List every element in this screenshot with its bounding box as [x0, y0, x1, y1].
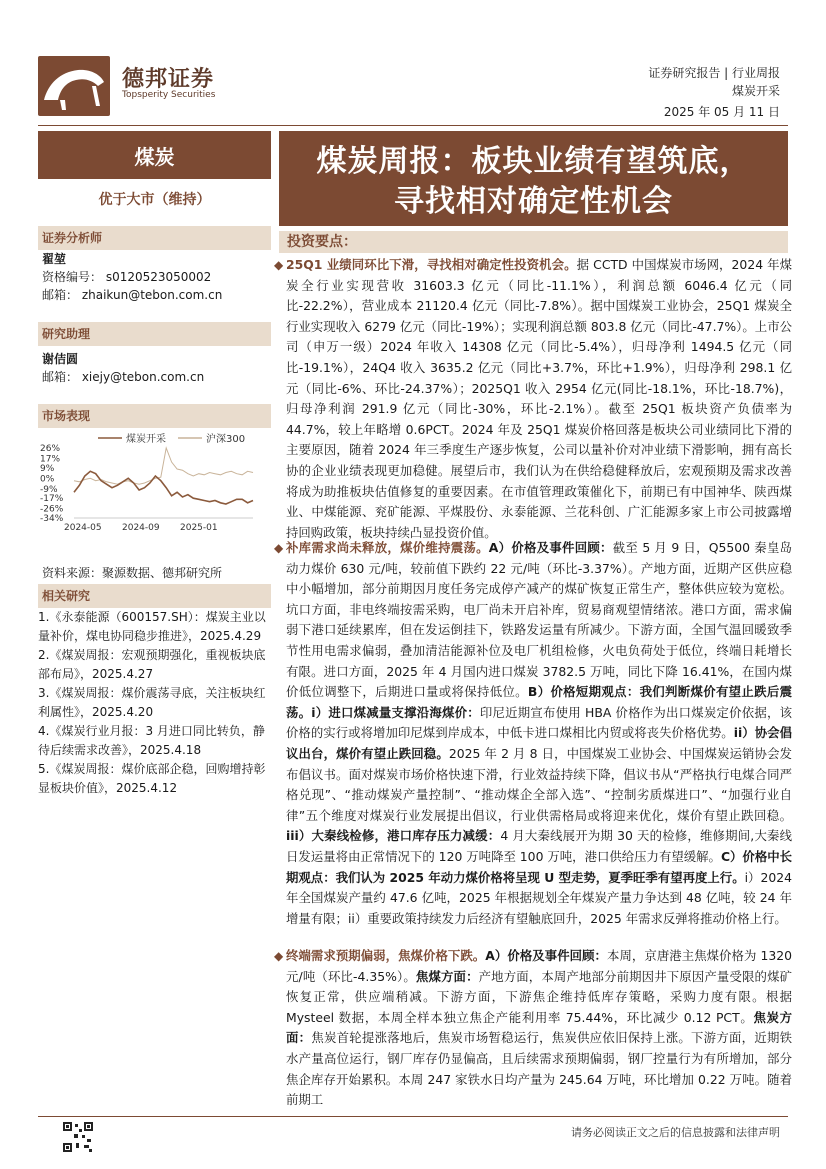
analyst-email[interactable]: 邮箱： zhaikun@tebon.com.cn: [42, 288, 223, 302]
y-tick-label: -26%: [40, 504, 64, 515]
subhead: 焦煤方面：: [415, 968, 479, 984]
subhead: ii）协会倡议出台，煤价有望止跌回稳。: [286, 725, 792, 761]
subhead: B）价格短期观点：我们判断煤价有望止跌后震荡。: [286, 684, 793, 720]
brand-logo: [38, 56, 110, 116]
paragraph-lead: 补库需求尚未释放，煤价维持震荡。: [286, 540, 489, 555]
legend-label: 沪深300: [206, 434, 246, 445]
y-tick-label: -9%: [40, 484, 58, 495]
related-item[interactable]: 1.《永泰能源（600157.SH）：煤炭主业以量补价，煤电协同稳步推进》，2025.4.29: [38, 610, 266, 643]
paragraph-thermal-coal: [274, 538, 793, 929]
y-tick-label: 9%: [40, 463, 55, 474]
assistant-email[interactable]: 邮箱： xiejy@tebon.com.cn: [42, 370, 205, 384]
paragraph-body: 本周，京唐港主焦煤价格为 1320 元/吨（环比-4.35%）。: [286, 948, 792, 984]
paragraph-earnings: [274, 255, 793, 543]
legal-notice: 请务必阅读正文之后的信息披露和法律声明: [571, 1126, 780, 1139]
related-list: [38, 608, 271, 798]
brand-name: 德邦证券: [122, 67, 215, 92]
paragraph-body: 2025 年 2 月 8 日，中国煤炭工业协会、中国煤炭运销协会发布倡议书。面对煤炭市场价格快速下滑，行业效益持续下降，倡议书从“严格执行电煤合同严格兑现”、“推动煤炭产量控制”、“推动煤企全部入选”、“控制劣质煤进口”、“加强行业自律”五个维度对煤炭行业发展提出倡议，行业供需格局或将迎来优化，煤价有望止跌回稳。: [286, 745, 792, 823]
analyst-name: 翟堃: [42, 252, 67, 266]
paragraph-coking-coal: [274, 946, 793, 1111]
analyst-cert: 资格编号： s0120523050002: [42, 270, 212, 284]
paragraph-body: 产地方面，本周产地部分前期因井下原因产量受限的煤矿恢复正常，供应端稍减。下游方面，下游焦企维持低库存策略，采购力度有限。根据 Mysteel 数据，本周全样本独立焦企产能利用率 75.44%，环比减少 0.12 PCT。: [286, 968, 793, 1025]
related-item[interactable]: 2.《煤炭周报：宏观预期强化，重视板块底部布局》，2025.4.27: [38, 648, 266, 681]
x-tick-label: 2024-05: [64, 523, 102, 533]
y-tick-label: 0%: [40, 474, 55, 485]
subhead: C）价格中长期观点：我们认为 2025 年动力煤价格将呈现 U 型走势，夏季旺季有望再度上行。: [286, 848, 793, 885]
y-tick-label: -34%: [40, 514, 64, 524]
sector-label: 煤炭: [134, 145, 175, 169]
sector-subtitle: 煤炭开采: [731, 84, 780, 98]
paragraph-body: 4 月大秦线展开为期 30 天的检修，维修期间,大秦线日发运量将由正常情况下的 120 万吨降至 100 万吨，港口供给压力有望缓解。: [286, 828, 793, 864]
series-line: [74, 471, 253, 504]
bullet-icon: ◆: [274, 258, 284, 272]
subhead: A）价格及事件回顾：: [485, 948, 608, 963]
footer-divider: [38, 1116, 788, 1117]
subhead: i）进口煤减量支撑沿海煤价：: [311, 704, 480, 720]
report-title-line1: 煤炭周报：板块业绩有望筑底，: [316, 144, 751, 179]
paragraph-body: 焦炭首轮提涨落地后，焦炭市场暂稳运行，焦炭供应依旧保持上涨。下游方面，近期铁水产量高位运行，钢厂库存仍显偏高，且后续需求预期偏弱，钢厂控量行为有所增加，部分焦企库存开始累积。本周 247 家铁水日均产量为 245.64 万吨，环比增加 0.22 万吨。随着前期工: [286, 1030, 793, 1108]
related-item[interactable]: 5.《煤炭周报：煤价底部企稳，回购增持彰显板块价值》，2025.4.12: [38, 762, 266, 795]
y-tick-label: 26%: [40, 444, 61, 454]
subhead: iii）大秦线检修，港口库存压力减缓：: [286, 828, 501, 844]
assistant-heading: 研究助理: [38, 322, 271, 346]
paragraph-body: 印尼近期宣布使用 HBA 价格作为出口煤炭定价依据，该价格的实行或将增加印尼煤到岸成本，中低卡进口煤相比内贸或将丧失价格优势。: [286, 704, 793, 741]
paragraph-lead: 25Q1 业绩同环比下滑，寻找相对确定性投资机会。: [286, 257, 577, 272]
related-item[interactable]: 3.《煤炭周报：煤价震荡寻底，关注板块红利属性》，2025.4.20: [38, 686, 266, 719]
paragraph-body: 据 CCTD 中国煤炭市场网，2024 年煤炭全行业实现营收 31603.3 亿元（同比-11.1%），利润总额 6046.4 亿元（同比-22.2%），营业成本 21120.4 亿元（同比-7.8%）。据中国煤炭工业协会，25Q1 煤炭全行业实现收入 6279 亿元（同比-19%）；实现利润总额 803.8 亿元（同比-47.7%）。上市公司（申万一级）2024 年收入 14308 亿元（同比-5.4%），归母净利 1494.5 亿元（同比-19.1%），24Q4 收入 3635.2 亿元（同比+3.7%，环比+1.9%），归母净利 298.1 亿元（同比-6%、环比-24.37%）；2025Q1 收入 2954 亿元(同比-18.1%，环比-18.7%)，归母净利润 291.9 亿元（同比-30%，环比-2.1%）。截至 25Q1 板块资产负债率为 44.7%，较上年略增 0.6PCT。2024 年及 25Q1 煤炭价格回落是板块公司业绩同比下滑的主要原因，随着 2024 年三季度生产逐步恢复，公司以量补价对冲业绩下滑影响，拥有高长协的企业业绩表现更加稳健。展望后市，我们认为在供给稳健释放后，宏观预期及需求改善将成为助推板块估值修复的重要因素。在市值管理政策催化下，前期已有中国神华、陕西煤业、中煤能源、兖矿能源、平煤股份、永泰能源、兰花科创、广汇能源多家上市公司披露增持回购政策，板块持续凸显投资价值。: [286, 257, 793, 540]
market-heading: 市场表现: [38, 404, 271, 428]
y-tick-label: 17%: [40, 454, 61, 465]
x-tick-label: 2025-01: [180, 523, 218, 533]
brand-name-en: Topsperity Securities: [122, 90, 216, 100]
market-chart: [38, 426, 271, 556]
series-line: [74, 448, 253, 484]
assistant-name: 谢佶圆: [42, 352, 79, 366]
paragraph-lead: 终端需求预期偏弱，焦煤价格下跌。: [286, 948, 486, 963]
y-tick-label: -17%: [40, 494, 64, 505]
report-title-line2: 寻找相对确定性机会: [394, 184, 673, 219]
report-date: 2025 年 05 月 11 日: [663, 105, 780, 119]
bullet-icon: ◆: [274, 541, 284, 555]
leopard-icon: [38, 56, 110, 116]
related-heading: 相关研究: [38, 584, 271, 608]
highlights-heading: 投资要点：: [279, 231, 788, 253]
report-type: 证券研究报告 | 行业周报: [648, 66, 780, 80]
related-item[interactable]: 4.《煤炭行业月报：3 月进口同比转负，静待后续需求改善》，2025.4.18: [38, 724, 265, 757]
header-divider: [38, 125, 788, 126]
qr-code-icon: [62, 1121, 94, 1153]
chart-source: 资料来源：聚源数据、德邦研究所: [42, 566, 223, 580]
legend-label: 煤炭开采: [126, 434, 166, 445]
paragraph-body: 截至 5 月 9 日，Q5500 秦皇岛动力煤价 630 元/吨，较前值下跌约 22 元/吨（环比-3.37%）。产地方面，近期产区供应稳中小幅增加，部分前期因月度任务完成停产减产的煤矿恢复正常生产，整体供应较为宽松。坑口方面，非电终端按需采购，电厂尚未开启补库，贸易商观望情绪浓。港口方面，需求偏弱下港口延续累库，但在发运倒挂下，铁路发运量有所减少。下游方面，全国气温回暖致季节性用电需求偏弱，叠加清洁能源补位及电厂机组检修，火电负荷处于低位，终端日耗增长有限。进口方面，2025 年 4 月国内进口煤炭 3782.5 万吨，同比下降 16.41%，在国内煤价低位调整下，后期进口量或将保持低位。: [286, 540, 793, 700]
subhead: 焦炭方面：: [286, 1009, 792, 1046]
subhead: A）价格及事件回顾：: [488, 540, 613, 555]
x-tick-label: 2024-09: [122, 523, 160, 533]
analyst-heading: 证券分析师: [38, 226, 271, 250]
paragraph-body: i）2024 年全国煤炭产量约 47.6 亿吨，2025 年根据规划全年煤炭产量力争达到 48 亿吨，较 24 年增量有限；ii）重要政策持续发力后经济有望触底回升，2025 年需求反弹将推动价格上行。: [286, 869, 792, 926]
rating-label: 优于大市（维持）: [98, 192, 211, 208]
bullet-icon: ◆: [274, 949, 284, 963]
